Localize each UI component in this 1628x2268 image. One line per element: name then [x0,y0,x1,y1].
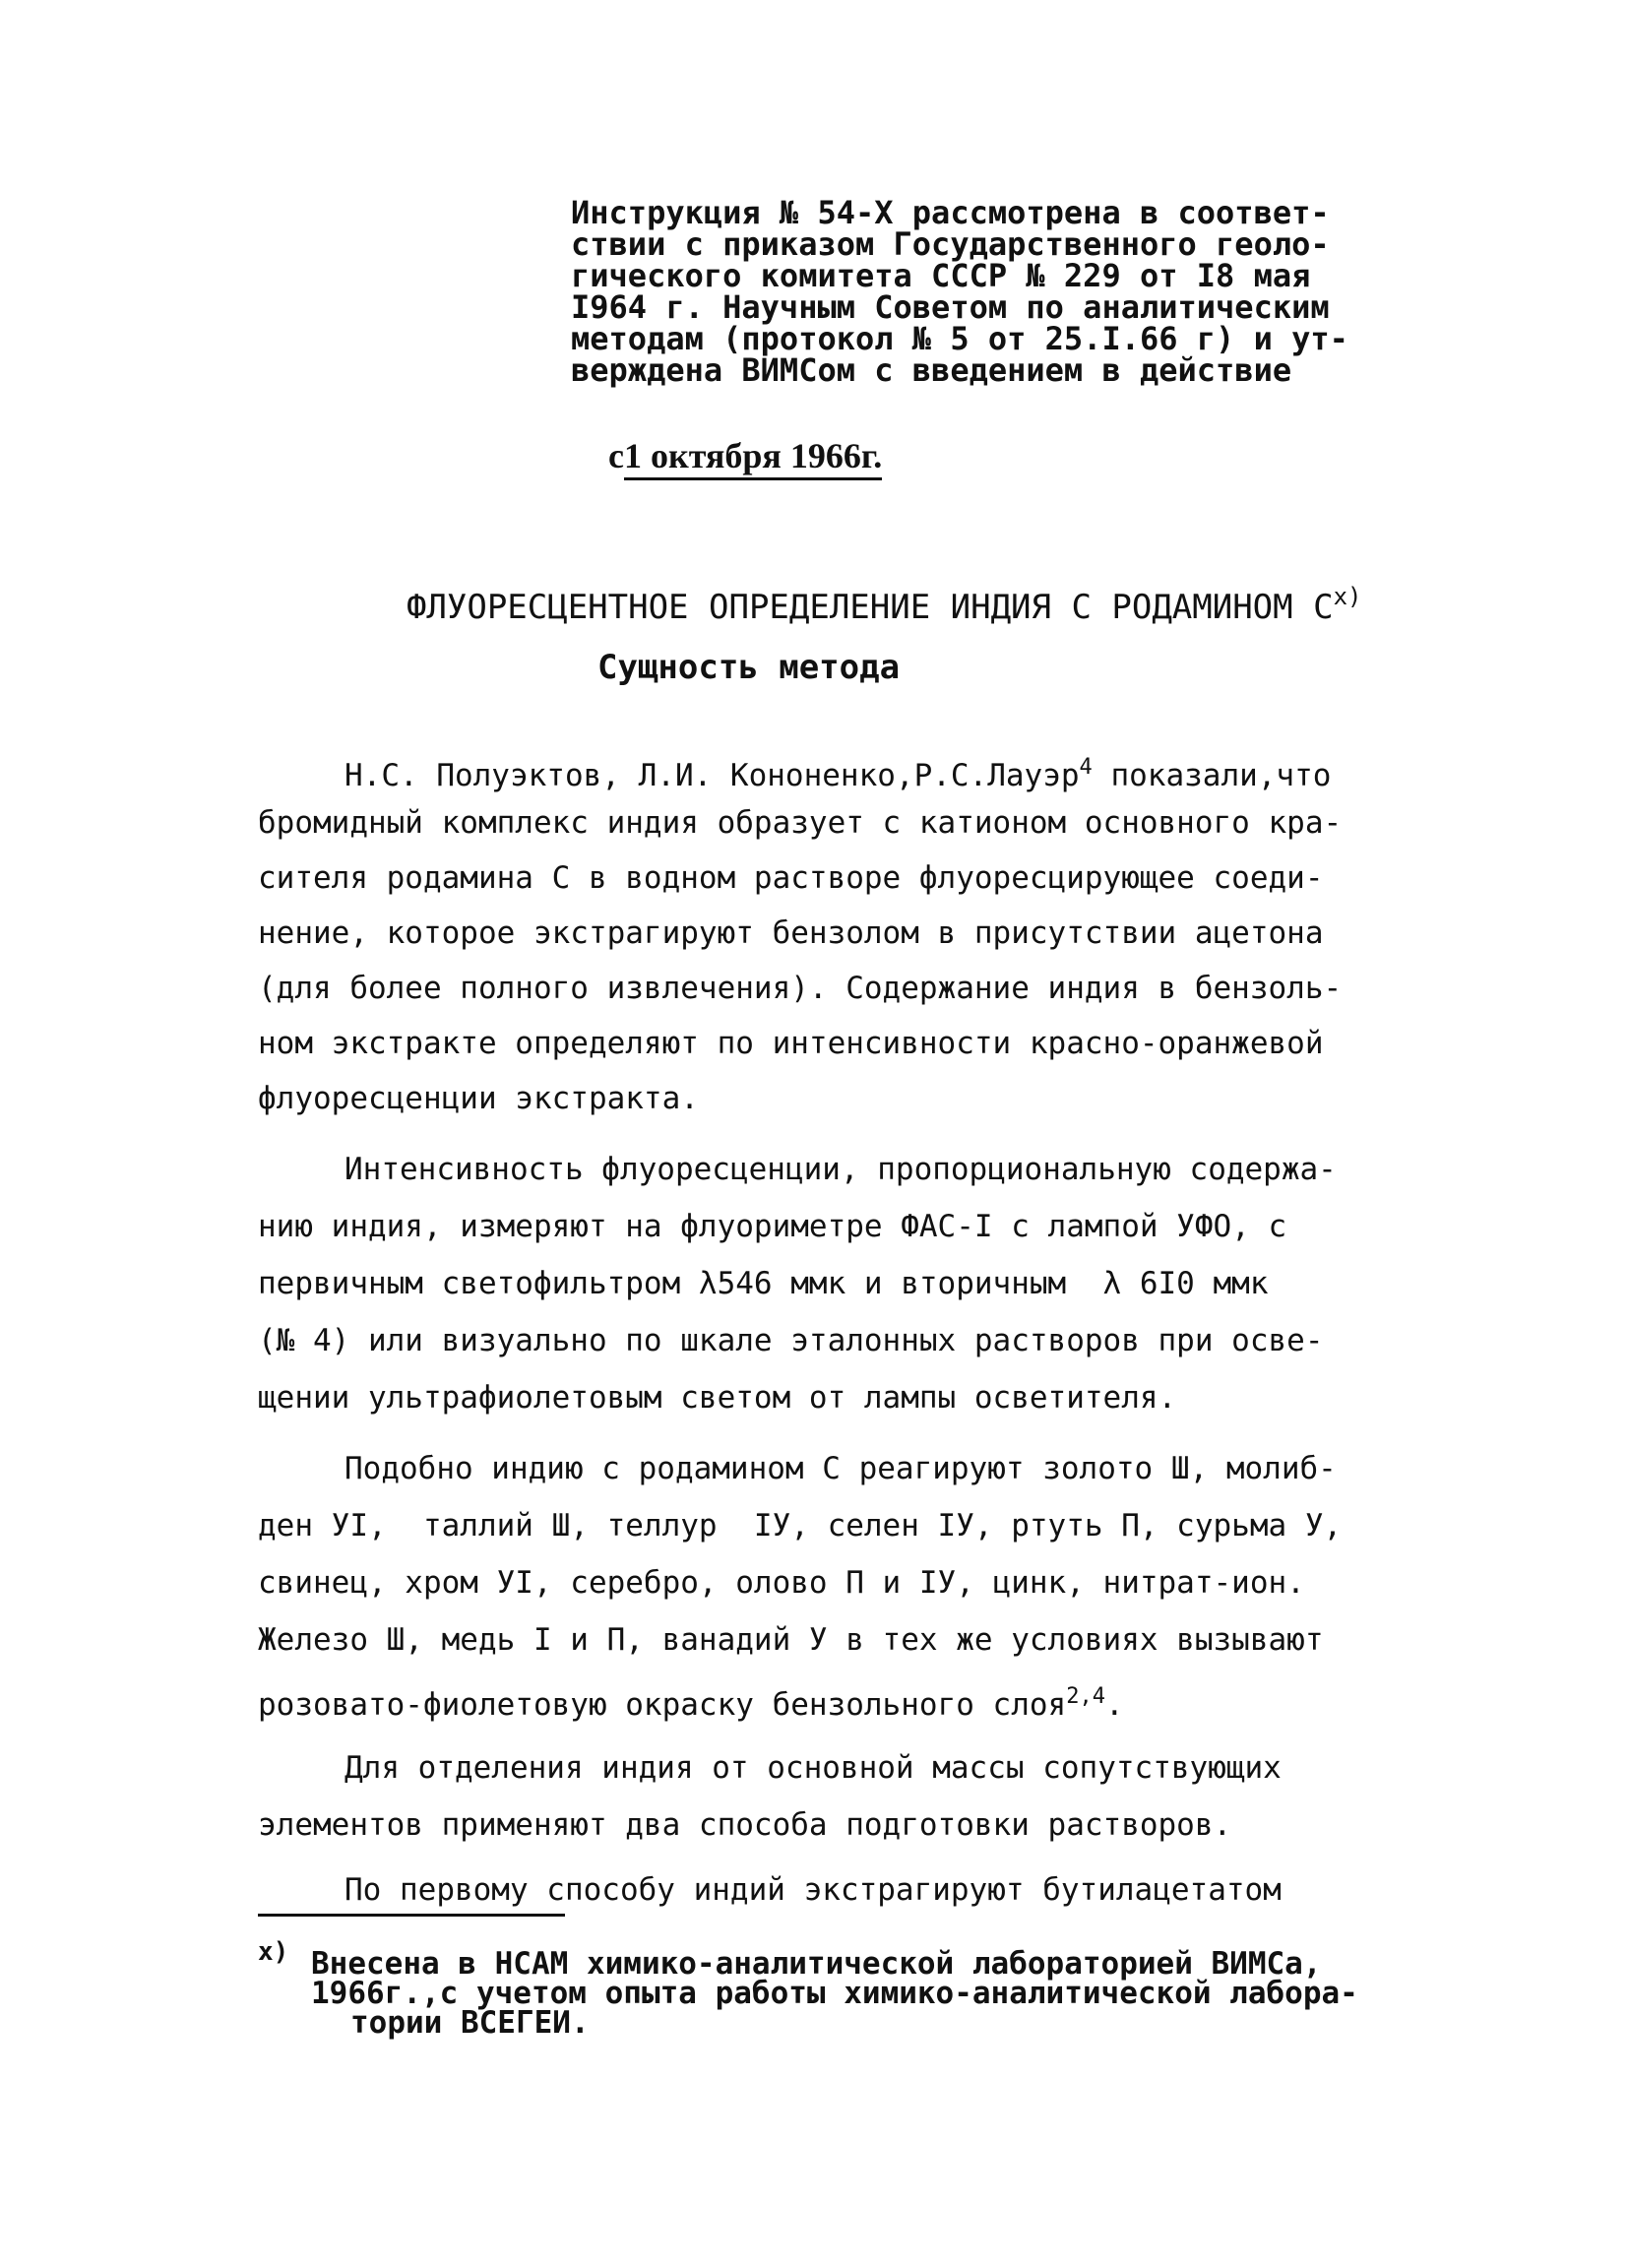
footnote-mark: х) [258,1937,289,1967]
body-line-p3-5: розовато-фиолетовую окраску бензольного слоя$^{2,4}$. [258,1684,1124,1723]
body-line-p2-2: нию индия, измеряют на флуориметре ФАС-I с лампой УФО, с [258,1209,1287,1244]
body-line-p1-3: сителя родамина С в водном растворе флуоресцирующее соеди- [258,860,1324,896]
header-line-1: Инструкция № 54-Х рассмотрена в соответ- [571,194,1330,231]
body-line-p1-4: нение, которое экстрагируют бензолом в присутствии ацетона [258,915,1324,951]
body-line-p4-1: Для отделения индия от основной массы сопутствующих [344,1750,1282,1786]
body-line-p1-2: бромидный комплекс индия образует с катионом основного кра- [258,805,1343,841]
header-line-2: ствии с приказом Государственного геоло- [571,225,1330,263]
effective-date-prefix: с [608,436,624,475]
footnote-divider [258,1914,565,1917]
body-line-p1-7: флуоресценции экстракта. [258,1081,699,1116]
body-line-p3-3: свинец, хром УI, серебро, олово П и IУ, цинк, нитрат-ион. [258,1565,1305,1601]
footnote-line-2: 1966г.,с учетом опыта работы химико-аналитической лабора- [311,1976,1358,2011]
body-line-p2-3: первичным светофильтром λ546 ммк и вторичным λ 6I0 ммк [258,1266,1269,1301]
header-line-3: гического комитета СССР № 229 от I8 мая [571,257,1311,294]
header-line-5: методам (протокол № 5 от 25.I.66 г) и ут- [571,320,1348,357]
header-line-4: I964 г. Научным Советом по аналитическим [571,288,1330,326]
body-line-p2-5: щении ультрафиолетовым светом от лампы осветителя. [258,1380,1177,1416]
effective-date-value: 1 октября 1966г. [624,436,882,480]
footnote-line-1: Внесена в НСАМ химико-аналитической лабораторией ВИМСа, [311,1946,1322,1982]
page-title [366,543,1361,627]
reference-mark: 4 [1079,755,1093,780]
effective-date [591,394,882,476]
body-line-p1-5: (для более полного извлечения). Содержание индия в бензоль- [258,971,1343,1006]
body-line-p1-1: Н.С. Полуэктов, Л.И. Кононенко,Р.С.Лауэр$^4$ показали,что [344,755,1332,793]
body-line-p4-2: элементов применяют два способа подготовки растворов. [258,1807,1232,1843]
body-line-p3-4: Железо Ш, медь I и П, ванадий У в тех же условиях вызывают [258,1622,1324,1658]
page-title-footnote-mark: х) [1333,583,1362,610]
body-line-p2-1: Интенсивность флуоресценции, пропорциональную содержа- [344,1152,1337,1187]
footnote-line-3: тории ВСЕГЕИ. [350,2005,590,2041]
header-line-6: верждена ВИМСом с введением в действие [571,351,1292,389]
body-line-p3-2: ден УI, таллий Ш, теллур IУ, селен IУ, ртуть П, сурьма У, [258,1508,1343,1544]
reference-mark: 2,4 [1066,1684,1105,1709]
body-line-p2-4: (№ 4) или визуально по шкале эталонных растворов при осве- [258,1323,1324,1358]
body-line-p5-1: По первому способу индий экстрагируют бутилацетатом [344,1872,1282,1908]
page-title-text: ФЛУОРЕСЦЕНТНОЕ ОПРЕДЕЛЕНИЕ ИНДИЯ С РОДАМИНОМ С [406,588,1334,627]
body-line-p3-1: Подобно индию с родамином С реагируют золото Ш, молиб- [344,1451,1337,1486]
section-heading: Сущность метода [597,648,901,687]
body-line-p1-6: ном экстракте определяют по интенсивности красно-оранжевой [258,1026,1324,1061]
